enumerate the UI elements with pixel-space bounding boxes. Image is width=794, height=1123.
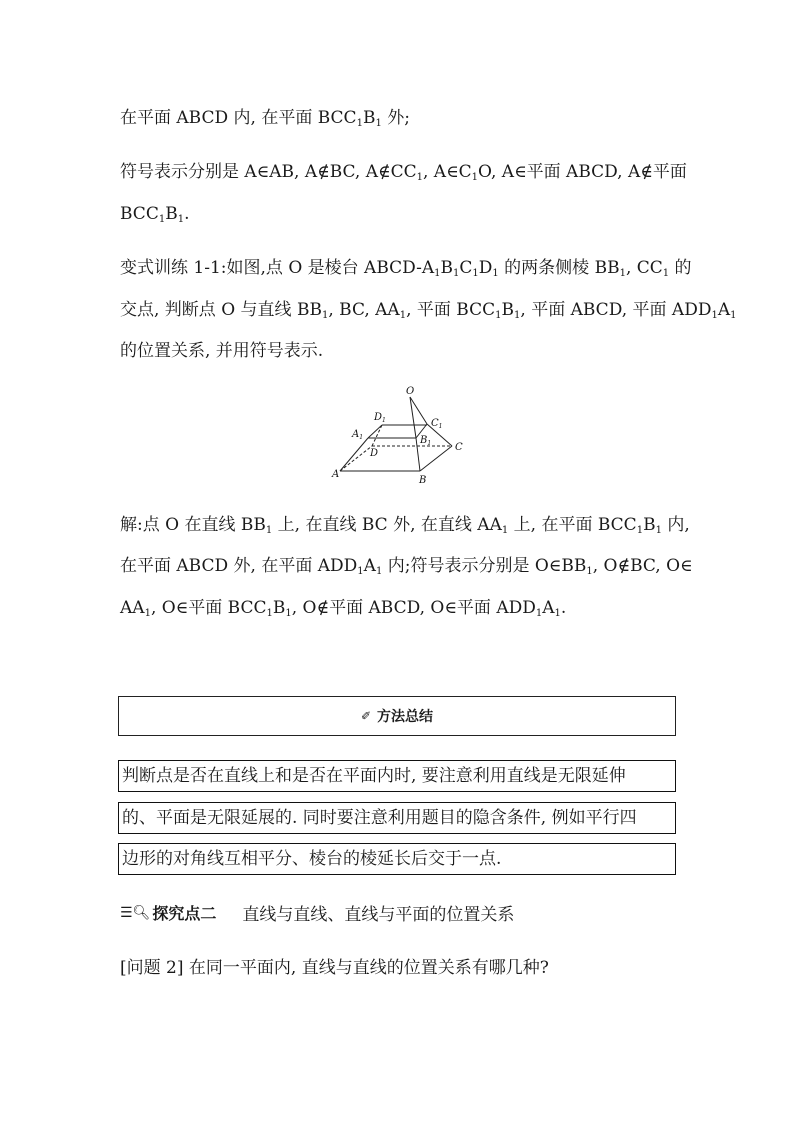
highlight-line-1: 判断点是否在直线上和是否在平面内时, 要注意利用直线是无限延伸 (118, 760, 676, 792)
frustum-figure (330, 385, 480, 490)
question-line: [问题 2] 在同一平面内, 直线与直线的位置关系有哪几种? (120, 958, 549, 978)
edge-AD (340, 446, 372, 471)
text-line-1: 在平面 ABCD 内, 在平面 $BCC_1B_1$ 外; (120, 108, 410, 129)
solution-line-3: $AA_1$, O∈平面 $BCC_1B_1$, O∉平面 ABCD, O∈平面 $ADD_1A_1$. (120, 598, 567, 619)
method-summary-box (118, 696, 676, 736)
edge-A1D1 (368, 425, 382, 438)
text-line-2: 符号表示分别是 A∈AB, A∉BC, $A\notin CC_1$, $A\in C_1O$, A∈平面 ABCD, A∉平面 (120, 162, 687, 183)
label-D1: $D_1$ (374, 412, 386, 424)
label-B: B (419, 475, 427, 486)
edge-BC (420, 446, 452, 471)
pen-icon: ✐ (360, 709, 372, 723)
label-O: O (406, 386, 415, 397)
variant-line-3: 的位置关系, 并用符号表示. (120, 341, 324, 361)
label-A1: $A_1$ (352, 429, 364, 441)
section-heading (120, 900, 514, 925)
variant-line-1: 变式训练 1-1:如图,点 O 是棱台 ABCD-$A_1B_1C_1D_1$ 的两条侧棱 $BB_1$, $CC_1$ 的 (120, 258, 692, 279)
label-B1: $B_1$ (420, 435, 432, 447)
variant-line-2: 交点, 判断点 O 与直线 $BB_1$, BC, $AA_1$, 平面 $BCC_1B_1$, 平面 ABCD, 平面 $ADD_1A_1$ (120, 300, 737, 321)
label-A: A (332, 469, 340, 480)
edge-AA1 (340, 438, 368, 471)
section-title: 直线与直线、直线与平面的位置关系 (242, 905, 515, 925)
solution-line-2: 在平面 ABCD 外, 在平面 $ADD_1A_1$ 内;符号表示分别是 $O\in BB_1$, O∉BC, O∈ (120, 556, 693, 577)
label-C: C (455, 442, 463, 453)
edge-C1O (410, 397, 427, 424)
section-label: 探究点二 (152, 904, 217, 923)
edge-DD1 (372, 425, 382, 446)
highlight-line-3: 边形的对角线互相平分、棱台的棱延长后交于一点. (118, 843, 676, 875)
search-icon: ☰🔍︎ (120, 904, 151, 921)
edge-B1O (410, 397, 416, 438)
text-line-3: $BCC_1B_1$. (120, 204, 190, 225)
method-summary-title: 方法总结 (377, 709, 434, 725)
label-C1: $C_1$ (431, 418, 443, 430)
solution-line-1: 解:点 O 在直线 $BB_1$ 上, 在直线 BC 外, 在直线 $AA_1$ 上, 在平面 $BCC_1B_1$ 内, (120, 515, 690, 536)
label-D: D (370, 448, 379, 459)
highlight-line-2: 的、平面是无限延展的. 同时要注意利用题目的隐含条件, 例如平行四 (118, 802, 676, 834)
